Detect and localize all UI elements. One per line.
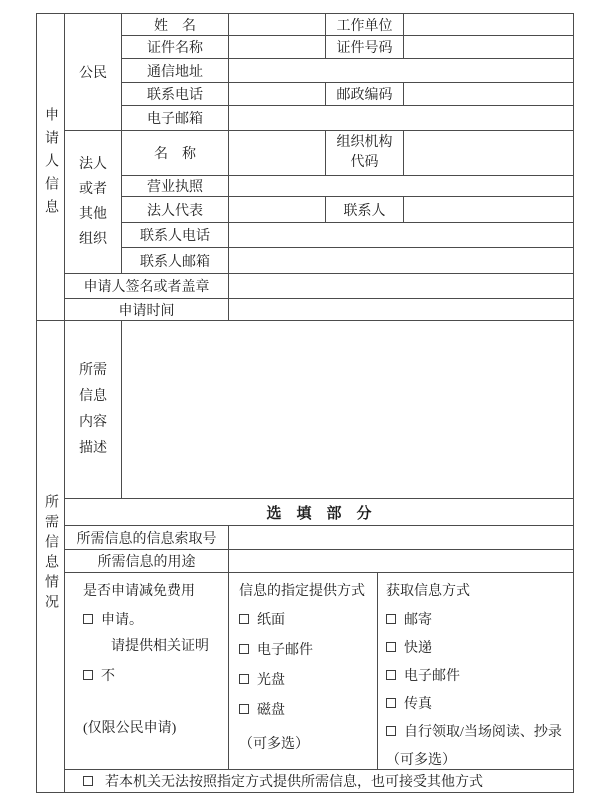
fee-waiver-option-apply[interactable]	[83, 609, 224, 629]
obtain-method-footnote: （可多选）	[386, 753, 456, 768]
cert-name-value-cell[interactable]	[229, 36, 326, 59]
obtain-option-mail[interactable]	[386, 609, 569, 629]
fallback-option[interactable]	[83, 771, 569, 791]
description-label: 所需信息内容描述	[79, 362, 107, 456]
address-value-cell[interactable]	[229, 59, 574, 83]
fallback-option-label: 若本机关无法按照指定方式提供所需信息，也可接受其他方式	[105, 775, 483, 790]
name-label: 姓 名	[122, 14, 229, 36]
obtain-option-label: 邮寄	[404, 613, 432, 628]
org-group-label: 法人或者其他组织	[79, 157, 107, 247]
obtain-option-fax[interactable]	[386, 693, 569, 713]
delivery-option-cd[interactable]	[239, 669, 373, 689]
purpose-value-cell[interactable]	[229, 550, 574, 573]
delivery-method-footnote: （可多选）	[239, 737, 309, 752]
applicant-section-label-cell	[37, 14, 65, 321]
email-value-cell[interactable]	[229, 106, 574, 131]
org-code-label: 组织机构代码	[326, 131, 404, 176]
address-label: 通信地址	[122, 59, 229, 83]
obtain-option-express[interactable]	[386, 637, 569, 657]
contact-phone-label: 联系人电话	[122, 223, 229, 248]
checkbox-icon[interactable]	[239, 674, 249, 684]
contact-email-label: 联系人邮箱	[122, 248, 229, 274]
org-name-label: 名 称	[122, 131, 229, 176]
cert-no-value-cell[interactable]	[404, 36, 574, 59]
checkbox-icon[interactable]	[386, 698, 396, 708]
signature-value-cell[interactable]	[229, 274, 574, 299]
apply-time-label: 申请时间	[65, 299, 229, 321]
license-value-cell[interactable]	[229, 176, 574, 197]
checkbox-icon[interactable]	[83, 670, 93, 680]
fee-waiver-title: 是否申请减免费用	[83, 584, 195, 599]
obtain-option-pickup[interactable]	[386, 721, 569, 741]
delivery-option-label: 磁盘	[257, 703, 285, 718]
index-no-value-cell[interactable]	[229, 526, 574, 550]
obtain-method-panel	[378, 573, 574, 770]
fee-waiver-panel	[65, 573, 229, 770]
name-value-cell[interactable]	[229, 14, 326, 36]
obtain-method-title: 获取信息方式	[386, 584, 470, 599]
delivery-option-label: 纸面	[257, 613, 285, 628]
cert-name-label: 证件名称	[122, 36, 229, 59]
citizen-group-label: 公民	[65, 14, 122, 131]
checkbox-icon[interactable]	[83, 776, 93, 786]
delivery-method-panel	[229, 573, 378, 770]
obtain-option-email[interactable]	[386, 665, 569, 685]
obtain-option-label: 自行领取/当场阅读、抄录	[404, 725, 562, 740]
contact-email-value-cell[interactable]	[229, 248, 574, 274]
signature-label: 申请人签名或者盖章	[65, 274, 229, 299]
obtain-option-label: 电子邮件	[404, 669, 460, 684]
delivery-option-paper[interactable]	[239, 609, 373, 629]
checkbox-icon[interactable]	[386, 642, 396, 652]
required-info-section-label: 所需信息情况	[43, 494, 58, 614]
fee-waiver-option-no[interactable]	[83, 665, 224, 685]
phone-value-cell[interactable]	[229, 83, 326, 106]
phone-label: 联系电话	[122, 83, 229, 106]
cert-no-label: 证件号码	[326, 36, 404, 59]
fee-waiver-option-no-label: 不	[101, 669, 115, 684]
description-value-cell[interactable]	[122, 321, 574, 499]
purpose-label: 所需信息的用途	[65, 550, 229, 573]
org-code-value-cell[interactable]	[404, 131, 574, 176]
delivery-option-email[interactable]	[239, 639, 373, 659]
org-name-value-cell[interactable]	[229, 131, 326, 176]
contact-phone-value-cell[interactable]	[229, 223, 574, 248]
delivery-method-title: 信息的指定提供方式	[239, 584, 365, 599]
fee-waiver-apply-note: 请提供相关证明	[111, 639, 209, 654]
obtain-option-label: 传真	[404, 697, 432, 712]
checkbox-icon[interactable]	[386, 670, 396, 680]
email-label: 电子邮箱	[122, 106, 229, 131]
obtain-option-label: 快递	[404, 641, 432, 656]
postcode-label: 邮政编码	[326, 83, 404, 106]
legal-rep-label: 法人代表	[122, 197, 229, 223]
index-no-label: 所需信息的信息索取号	[65, 526, 229, 550]
delivery-option-label: 电子邮件	[257, 643, 313, 658]
checkbox-icon[interactable]	[386, 614, 396, 624]
fallback-option-row	[65, 770, 574, 793]
optional-section-title: 选 填 部 分	[65, 499, 574, 526]
work-unit-value-cell[interactable]	[404, 14, 574, 36]
apply-time-value-cell[interactable]	[229, 299, 574, 321]
work-unit-label: 工作单位	[326, 14, 404, 36]
checkbox-icon[interactable]	[83, 614, 93, 624]
delivery-option-label: 光盘	[257, 673, 285, 688]
required-info-section-label-cell	[37, 321, 65, 793]
contact-label: 联系人	[326, 197, 404, 223]
postcode-value-cell[interactable]	[404, 83, 574, 106]
delivery-option-disk[interactable]	[239, 699, 373, 719]
fee-waiver-footnote: (仅限公民申请)	[83, 721, 177, 736]
applicant-section-label: 申请人信息	[43, 107, 58, 222]
description-label-cell	[65, 321, 122, 499]
contact-value-cell[interactable]	[404, 197, 574, 223]
legal-rep-value-cell[interactable]	[229, 197, 326, 223]
org-group-label-cell	[65, 131, 122, 274]
checkbox-icon[interactable]	[386, 726, 396, 736]
checkbox-icon[interactable]	[239, 704, 249, 714]
application-form-table	[36, 13, 574, 793]
checkbox-icon[interactable]	[239, 644, 249, 654]
fee-waiver-option-apply-label: 申请。	[101, 613, 143, 628]
checkbox-icon[interactable]	[239, 614, 249, 624]
license-label: 营业执照	[122, 176, 229, 197]
